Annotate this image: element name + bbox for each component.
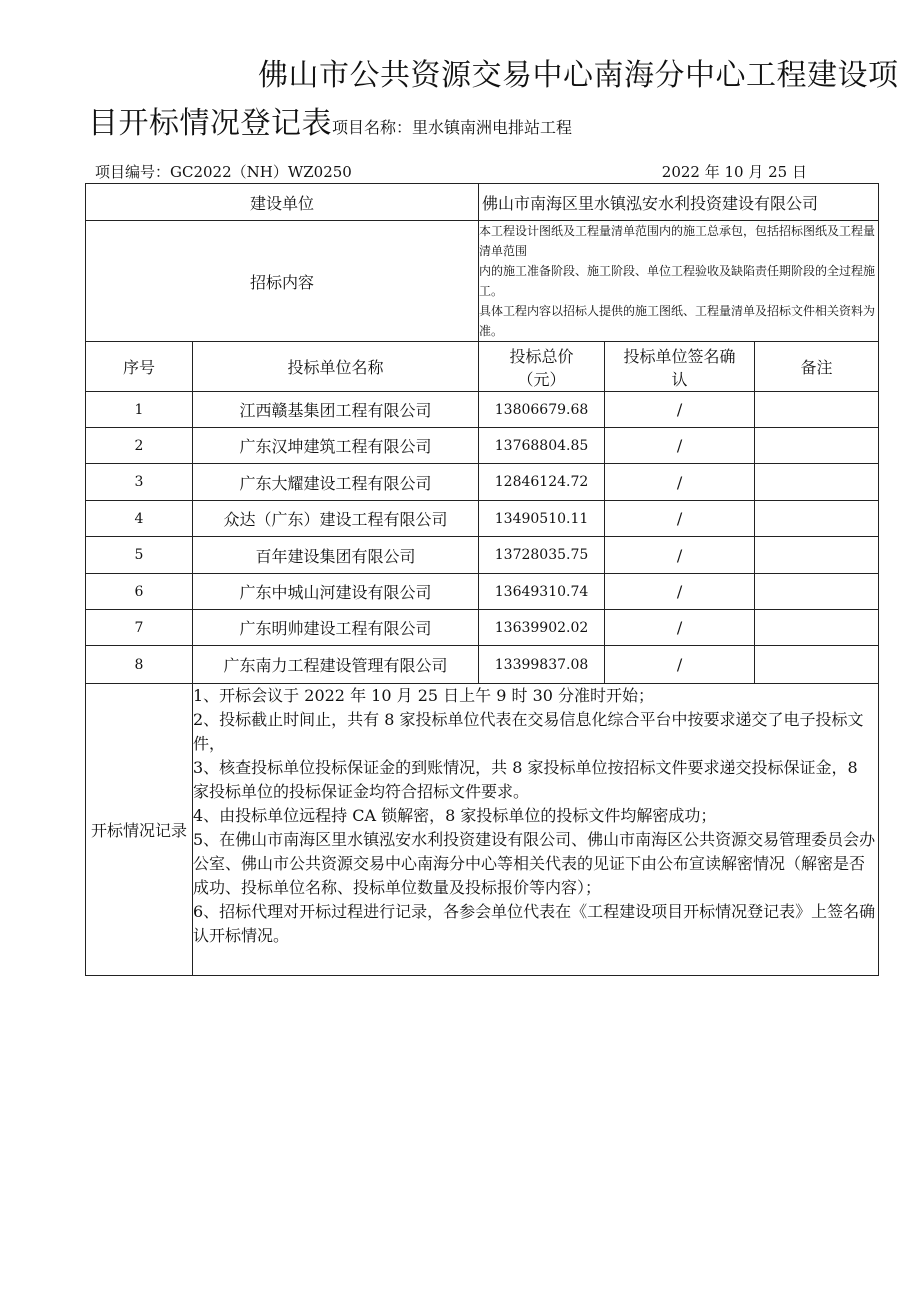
record-item: 6、招标代理对开标过程进行记录，各参会单位代表在《工程建设项目开标情况登记表》上签名确认开标情况。 — [193, 902, 876, 945]
row-bidder: 广东明帅建设工程有限公司 — [193, 610, 479, 646]
table-row — [86, 610, 879, 646]
row-price: 13639902.02 — [479, 610, 605, 646]
project-number: 项目编号：GC2022（NH）WZ0250 — [95, 163, 352, 181]
row-bidder: 广东大耀建设工程有限公司 — [193, 464, 479, 501]
row-remark — [755, 646, 879, 684]
table-row — [86, 428, 879, 464]
construction-unit-row — [86, 184, 879, 221]
table-row — [86, 464, 879, 501]
row-sign: / — [605, 392, 755, 428]
header-seq: 序号 — [86, 342, 193, 392]
header-price-line1: 投标总价 — [509, 346, 574, 366]
form-title-main: 目开标情况登记表 — [88, 106, 332, 141]
record-label: 开标情况记录 — [86, 684, 193, 976]
table-row — [86, 501, 879, 537]
header-sign-line2: 认 — [671, 369, 688, 389]
row-seq: 2 — [86, 428, 193, 464]
bid-opening-table — [85, 183, 879, 976]
row-remark — [755, 392, 879, 428]
row-sign: / — [605, 646, 755, 684]
record-row — [86, 684, 879, 976]
row-price: 13649310.74 — [479, 574, 605, 610]
project-name-label: 项目名称： — [332, 118, 413, 137]
header-row — [86, 342, 879, 392]
row-sign: / — [605, 464, 755, 501]
record-item: 5、在佛山市南海区里水镇泓安水利投资建设有限公司、佛山市南海区公共资源交易管理委员会办公室、佛山市公共资源交易中心南海分中心等相关代表的见证下由公布宣读解密情况（解密是否成功、投标单位名称、投标单位数量及投标报价等内容）； — [193, 830, 876, 897]
row-seq: 4 — [86, 501, 193, 537]
tender-content-row — [86, 221, 879, 342]
table-row — [86, 392, 879, 428]
row-remark — [755, 464, 879, 501]
header-price — [479, 342, 605, 392]
row-price: 13806679.68 — [479, 392, 605, 428]
project-name: 里水镇南洲电排站工程 — [412, 118, 573, 137]
record-item: 2、投标截止时间止，共有 8 家投标单位代表在交易信息化综合平台中按要求递交了电子投标文件， — [193, 710, 864, 753]
header-sign — [605, 342, 755, 392]
form-date: 2022 年 10 月 25 日 — [661, 163, 807, 181]
row-remark — [755, 610, 879, 646]
form-title-line1: 佛山市公共资源交易中心南海分中心工程建设项 — [258, 58, 899, 93]
row-seq: 1 — [86, 392, 193, 428]
row-sign: / — [605, 428, 755, 464]
tender-content-value — [479, 221, 879, 342]
table-row — [86, 537, 879, 574]
row-price: 13728035.75 — [479, 537, 605, 574]
row-sign: / — [605, 610, 755, 646]
record-item: 4、由投标单位远程持 CA 锁解密，8 家投标单位的投标文件均解密成功； — [193, 806, 717, 825]
tender-content-line: 本工程设计图纸及工程量清单范围内的施工总承包，包括招标图纸及工程量清单范围 — [479, 224, 876, 258]
tender-content-line: 内的施工准备阶段、施工阶段、单位工程验收及缺陷责任期阶段的全过程施工。 — [479, 264, 876, 298]
row-remark — [755, 537, 879, 574]
row-seq: 6 — [86, 574, 193, 610]
row-bidder: 广东南力工程建设管理有限公司 — [193, 646, 479, 684]
header-sign-line1: 投标单位签名确 — [623, 346, 736, 366]
row-remark — [755, 501, 879, 537]
row-price: 12846124.72 — [479, 464, 605, 501]
construction-unit-value: 佛山市南海区里水镇泓安水利投资建设有限公司 — [479, 184, 879, 221]
row-seq: 8 — [86, 646, 193, 684]
row-seq: 5 — [86, 537, 193, 574]
form-title-line2 — [88, 98, 888, 142]
row-remark — [755, 574, 879, 610]
meta-row — [95, 161, 807, 182]
tender-content-line: 具体工程内容以招标人提供的施工图纸、工程量清单及招标文件相关资料为准。 — [479, 304, 876, 338]
tender-content-label: 招标内容 — [86, 221, 479, 342]
construction-unit-label: 建设单位 — [86, 184, 479, 221]
row-sign: / — [605, 537, 755, 574]
row-remark — [755, 428, 879, 464]
row-price: 13490510.11 — [479, 501, 605, 537]
record-item: 1、开标会议于 2022 年 10 月 25 日上午 9 时 30 分准时开始； — [193, 686, 655, 705]
header-remark: 备注 — [755, 342, 879, 392]
row-seq: 3 — [86, 464, 193, 501]
table-row — [86, 646, 879, 684]
table-row — [86, 574, 879, 610]
row-price: 13768804.85 — [479, 428, 605, 464]
row-bidder: 众达（广东）建设工程有限公司 — [193, 501, 479, 537]
row-sign: / — [605, 501, 755, 537]
row-price: 13399837.08 — [479, 646, 605, 684]
row-sign: / — [605, 574, 755, 610]
record-content — [193, 684, 879, 976]
header-bidder: 投标单位名称 — [193, 342, 479, 392]
row-bidder: 广东中城山河建设有限公司 — [193, 574, 479, 610]
header-price-line2: （元） — [517, 369, 566, 389]
row-bidder: 百年建设集团有限公司 — [193, 537, 479, 574]
record-item: 3、核查投标单位投标保证金的到账情况，共 8 家投标单位按招标文件要求递交投标保证金，8 家投标单位的投标保证金均符合招标文件要求。 — [193, 758, 858, 801]
row-bidder: 广东汉坤建筑工程有限公司 — [193, 428, 479, 464]
row-seq: 7 — [86, 610, 193, 646]
row-bidder: 江西赣基集团工程有限公司 — [193, 392, 479, 428]
